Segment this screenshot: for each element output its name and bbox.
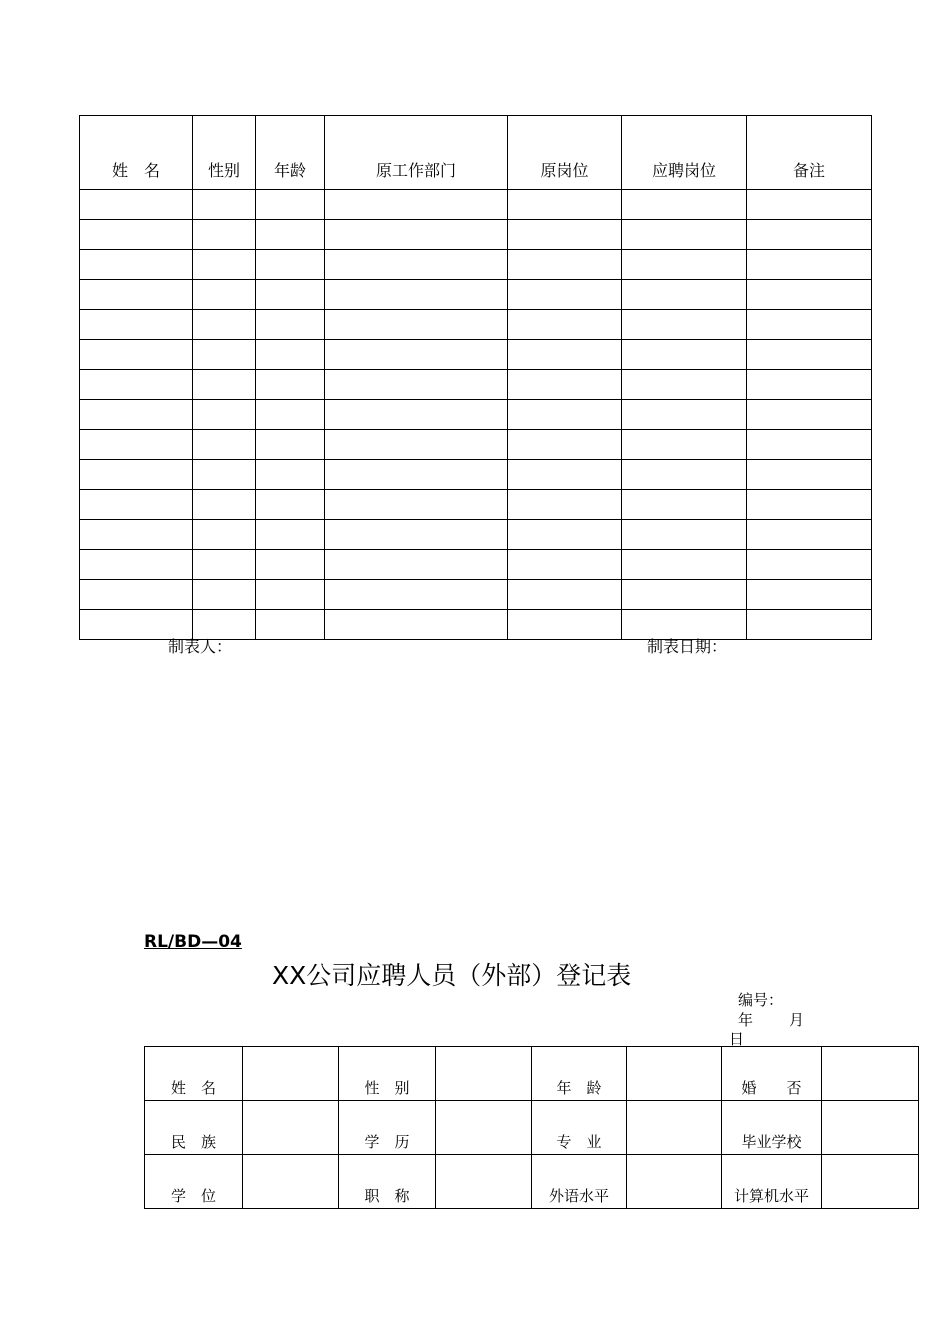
table-cell[interactable] xyxy=(508,430,622,460)
table-cell[interactable] xyxy=(80,430,193,460)
table-cell[interactable] xyxy=(80,250,193,280)
label-marital-status: 婚 否 xyxy=(722,1047,822,1101)
table-cell[interactable] xyxy=(747,370,872,400)
value-gender[interactable] xyxy=(436,1047,532,1101)
table-cell[interactable] xyxy=(80,280,193,310)
table-cell[interactable] xyxy=(256,220,325,250)
table-cell[interactable] xyxy=(622,580,747,610)
table-cell[interactable] xyxy=(622,490,747,520)
table-cell[interactable] xyxy=(193,400,256,430)
header-age: 年龄 xyxy=(256,116,325,190)
table-row xyxy=(80,340,872,370)
table-cell[interactable] xyxy=(256,520,325,550)
table-row xyxy=(80,580,872,610)
label-major: 专 业 xyxy=(532,1101,627,1155)
table-cell[interactable] xyxy=(622,280,747,310)
table-cell[interactable] xyxy=(747,400,872,430)
table-cell[interactable] xyxy=(747,250,872,280)
table-cell[interactable] xyxy=(747,190,872,220)
table-cell[interactable] xyxy=(256,250,325,280)
value-education[interactable] xyxy=(436,1101,532,1155)
table-cell[interactable] xyxy=(325,280,508,310)
table-cell[interactable] xyxy=(193,220,256,250)
table-cell[interactable] xyxy=(325,370,508,400)
registration-row xyxy=(145,1155,919,1209)
month-label: 月 xyxy=(789,1011,805,1029)
table-cell[interactable] xyxy=(256,190,325,220)
table-cell[interactable] xyxy=(325,430,508,460)
table-cell[interactable] xyxy=(622,550,747,580)
table-cell[interactable] xyxy=(80,220,193,250)
header-original-position: 原岗位 xyxy=(508,116,622,190)
table-cell[interactable] xyxy=(193,430,256,460)
header-gender: 性别 xyxy=(193,116,256,190)
table-cell[interactable] xyxy=(256,310,325,340)
table-cell[interactable] xyxy=(256,460,325,490)
table-row xyxy=(80,280,872,310)
table-cell[interactable] xyxy=(193,580,256,610)
table-cell[interactable] xyxy=(193,460,256,490)
table-cell[interactable] xyxy=(747,460,872,490)
table-cell[interactable] xyxy=(325,220,508,250)
form-title: XX公司应聘人员（外部）登记表 xyxy=(272,961,632,990)
table-cell[interactable] xyxy=(193,250,256,280)
label-computer-skill: 计算机水平 xyxy=(722,1155,822,1209)
table-cell[interactable] xyxy=(508,550,622,580)
form-code: RL/BD—04 xyxy=(144,932,242,952)
table-cell[interactable] xyxy=(193,340,256,370)
table-cell[interactable] xyxy=(80,340,193,370)
table-cell[interactable] xyxy=(747,430,872,460)
table-row xyxy=(80,250,872,280)
table-cell[interactable] xyxy=(622,340,747,370)
table-row xyxy=(80,490,872,520)
header-name: 姓 名 xyxy=(80,116,193,190)
table-cell[interactable] xyxy=(256,430,325,460)
table-cell[interactable] xyxy=(256,280,325,310)
table-cell[interactable] xyxy=(622,190,747,220)
table-row xyxy=(80,430,872,460)
table-cell[interactable] xyxy=(325,580,508,610)
table-row xyxy=(80,370,872,400)
value-graduated-school[interactable] xyxy=(822,1101,919,1155)
table-cell[interactable] xyxy=(193,370,256,400)
label-title: 职 称 xyxy=(339,1155,436,1209)
table-cell[interactable] xyxy=(747,280,872,310)
value-major[interactable] xyxy=(627,1101,722,1155)
table-cell[interactable] xyxy=(325,610,508,640)
table-cell[interactable] xyxy=(193,280,256,310)
table-row xyxy=(80,310,872,340)
table-cell[interactable] xyxy=(80,310,193,340)
day-label: 日 xyxy=(729,1030,745,1048)
value-computer-skill[interactable] xyxy=(822,1155,919,1209)
table-date-label: 制表日期： xyxy=(647,637,728,656)
registration-row xyxy=(145,1101,919,1155)
table-cell[interactable] xyxy=(256,370,325,400)
table-header-row xyxy=(80,116,872,190)
table-cell[interactable] xyxy=(508,610,622,640)
table-cell[interactable] xyxy=(508,250,622,280)
table-cell[interactable] xyxy=(193,550,256,580)
table-row xyxy=(80,220,872,250)
header-applied-position: 应聘岗位 xyxy=(622,116,747,190)
table-cell[interactable] xyxy=(80,490,193,520)
table-row xyxy=(80,190,872,220)
label-gender: 性 别 xyxy=(339,1047,436,1101)
table-cell[interactable] xyxy=(508,400,622,430)
table-cell[interactable] xyxy=(508,520,622,550)
table-cell[interactable] xyxy=(256,580,325,610)
table-cell[interactable] xyxy=(508,310,622,340)
table-cell[interactable] xyxy=(80,370,193,400)
table-cell[interactable] xyxy=(622,370,747,400)
table-cell[interactable] xyxy=(508,190,622,220)
table-cell[interactable] xyxy=(325,250,508,280)
table-cell[interactable] xyxy=(622,460,747,490)
table-cell[interactable] xyxy=(508,580,622,610)
applicant-list-table xyxy=(79,115,872,640)
table-cell[interactable] xyxy=(325,400,508,430)
table-cell[interactable] xyxy=(747,610,872,640)
value-title[interactable] xyxy=(436,1155,532,1209)
table-cell[interactable] xyxy=(747,340,872,370)
table-cell[interactable] xyxy=(325,310,508,340)
table-cell[interactable] xyxy=(80,550,193,580)
label-age: 年 龄 xyxy=(532,1047,627,1101)
table-cell[interactable] xyxy=(622,310,747,340)
table-cell[interactable] xyxy=(747,490,872,520)
table-cell[interactable] xyxy=(325,490,508,520)
table-cell[interactable] xyxy=(508,490,622,520)
header-remarks: 备注 xyxy=(747,116,872,190)
table-cell[interactable] xyxy=(193,490,256,520)
value-foreign-language[interactable] xyxy=(627,1155,722,1209)
table-cell[interactable] xyxy=(747,310,872,340)
table-cell[interactable] xyxy=(622,220,747,250)
table-row xyxy=(80,460,872,490)
registration-table xyxy=(144,1046,919,1209)
registration-row xyxy=(145,1047,919,1101)
value-name[interactable] xyxy=(243,1047,339,1101)
value-ethnicity[interactable] xyxy=(243,1101,339,1155)
value-degree[interactable] xyxy=(243,1155,339,1209)
table-maker-label: 制表人： xyxy=(168,637,233,656)
table-cell[interactable] xyxy=(256,340,325,370)
table-cell[interactable] xyxy=(193,190,256,220)
table-cell[interactable] xyxy=(193,310,256,340)
label-degree: 学 位 xyxy=(145,1155,243,1209)
table-row xyxy=(80,550,872,580)
table-cell[interactable] xyxy=(80,580,193,610)
label-ethnicity: 民 族 xyxy=(145,1101,243,1155)
value-marital-status[interactable] xyxy=(822,1047,919,1101)
table-cell[interactable] xyxy=(256,610,325,640)
year-label: 年 xyxy=(738,1011,754,1029)
table-cell[interactable] xyxy=(80,460,193,490)
table-cell[interactable] xyxy=(747,580,872,610)
label-graduated-school: 毕业学校 xyxy=(722,1101,822,1155)
table-cell[interactable] xyxy=(80,520,193,550)
serial-number-label: 编号： xyxy=(738,991,784,1009)
label-name: 姓 名 xyxy=(145,1047,243,1101)
table-cell[interactable] xyxy=(325,340,508,370)
table-row xyxy=(80,400,872,430)
label-education: 学 历 xyxy=(339,1101,436,1155)
table-cell[interactable] xyxy=(256,490,325,520)
table-cell[interactable] xyxy=(622,520,747,550)
table-cell[interactable] xyxy=(325,460,508,490)
table-cell[interactable] xyxy=(508,460,622,490)
table-cell[interactable] xyxy=(325,190,508,220)
table-cell[interactable] xyxy=(747,220,872,250)
header-original-department: 原工作部门 xyxy=(325,116,508,190)
table-cell[interactable] xyxy=(80,190,193,220)
table-cell[interactable] xyxy=(622,250,747,280)
table-cell[interactable] xyxy=(80,400,193,430)
table-cell[interactable] xyxy=(747,520,872,550)
table-cell[interactable] xyxy=(747,550,872,580)
table-cell[interactable] xyxy=(256,400,325,430)
table-row xyxy=(80,520,872,550)
table-cell[interactable] xyxy=(622,430,747,460)
table-cell[interactable] xyxy=(508,340,622,370)
table-cell[interactable] xyxy=(508,370,622,400)
label-foreign-language: 外语水平 xyxy=(532,1155,627,1209)
table-cell[interactable] xyxy=(508,280,622,310)
table-cell[interactable] xyxy=(508,220,622,250)
table-cell[interactable] xyxy=(193,520,256,550)
table-cell[interactable] xyxy=(622,400,747,430)
table-cell[interactable] xyxy=(325,550,508,580)
value-age[interactable] xyxy=(627,1047,722,1101)
table-cell[interactable] xyxy=(325,520,508,550)
table-cell[interactable] xyxy=(256,550,325,580)
